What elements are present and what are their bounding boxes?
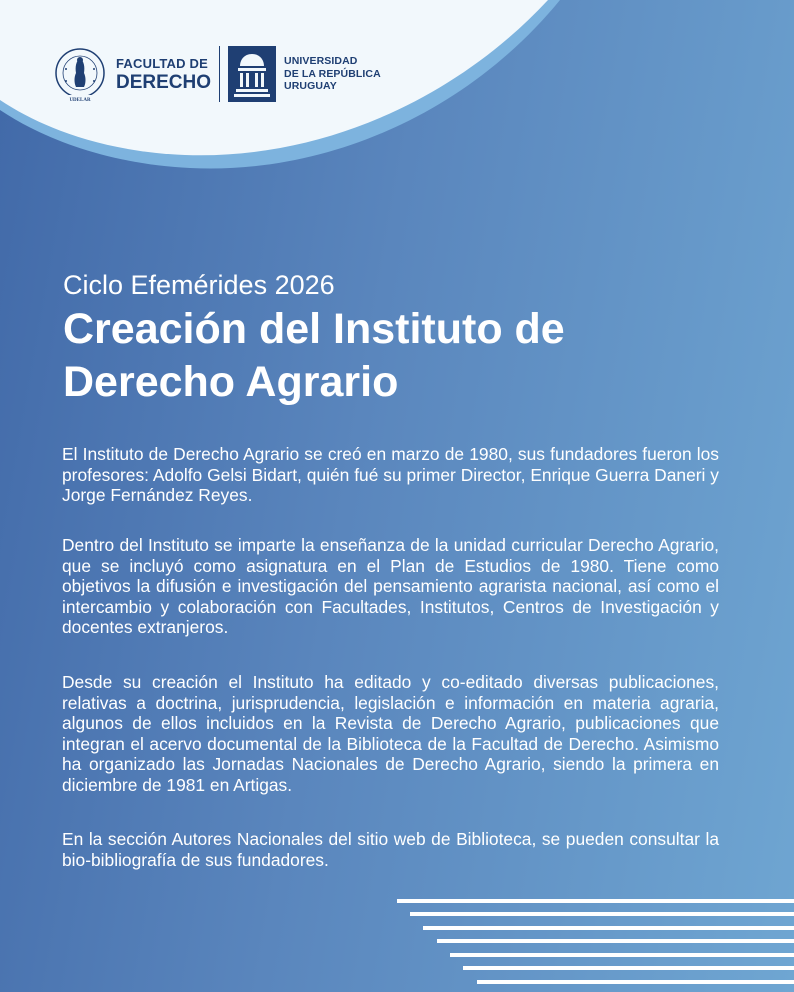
university-name [284, 55, 381, 93]
stripe [437, 939, 794, 943]
series-subtitle: Ciclo Efemérides 2026 [63, 270, 335, 300]
stripe [423, 926, 794, 930]
faculty-name-line1: FACULTAD DE [116, 55, 208, 71]
stripe [397, 899, 794, 903]
paragraph-publications: Desde su creación el Instituto ha editado y co-editado diversas publicaciones, relativas a doctrina, jurisprudencia, legislación e información en materia agraria, algunos de ellos incluidos en la Revista de Derecho Agrario, publicaciones que integran el acervo documental de la Biblioteca de la Facultad de Derecho. Asimismo ha organizado las Jornadas Nacionales de Derecho Agrario, siendo la primera en diciembre de 1981 en Artigas. [62, 672, 719, 795]
stripe [410, 912, 794, 916]
stripe [450, 953, 794, 957]
paragraph-teaching: Dentro del Instituto se imparte la enseñanza de la unidad curricular Derecho Agrario, que se incluyó como asignatura en el Plan de Estudios de 1980. Tiene como objetivos la difusión e investigación del pensamiento agrarista nacional, así como el intercambio y colaboración con Facultades, Institutos, Centros de Investigación y docentes extranjeros. [62, 535, 719, 638]
paragraph-founding: El Instituto de Derecho Agrario se creó en marzo de 1980, sus fundadores fueron los profesores: Adolfo Gelsi Bidart, quién fué su primer Director, Enrique Guerra Daneri y Jorge Fernández Reyes. [62, 444, 719, 506]
stripe [477, 980, 794, 984]
faculty-name [116, 57, 211, 92]
header-logos [54, 44, 381, 104]
university-name-line2: DE LA REPÚBLICA [284, 67, 381, 80]
university-name-line1: UNIVERSIDAD [284, 54, 358, 67]
faculty-name-line2: DERECHO [116, 71, 212, 93]
logo-divider [219, 46, 220, 102]
paragraph-authors: En la sección Autores Nacionales del sitio web de Biblioteca, se pueden consultar la bio-bibliografía de sus fundadores. [62, 829, 719, 870]
seal-bottom-label: UDELAR [69, 98, 91, 103]
stripe [463, 966, 794, 970]
university-name-line3: URUGUAY [284, 80, 337, 93]
page-title: Creación del Instituto de Derecho Agrario [63, 305, 565, 406]
faculty-seal-icon [54, 45, 106, 103]
university-building-icon [228, 46, 276, 102]
